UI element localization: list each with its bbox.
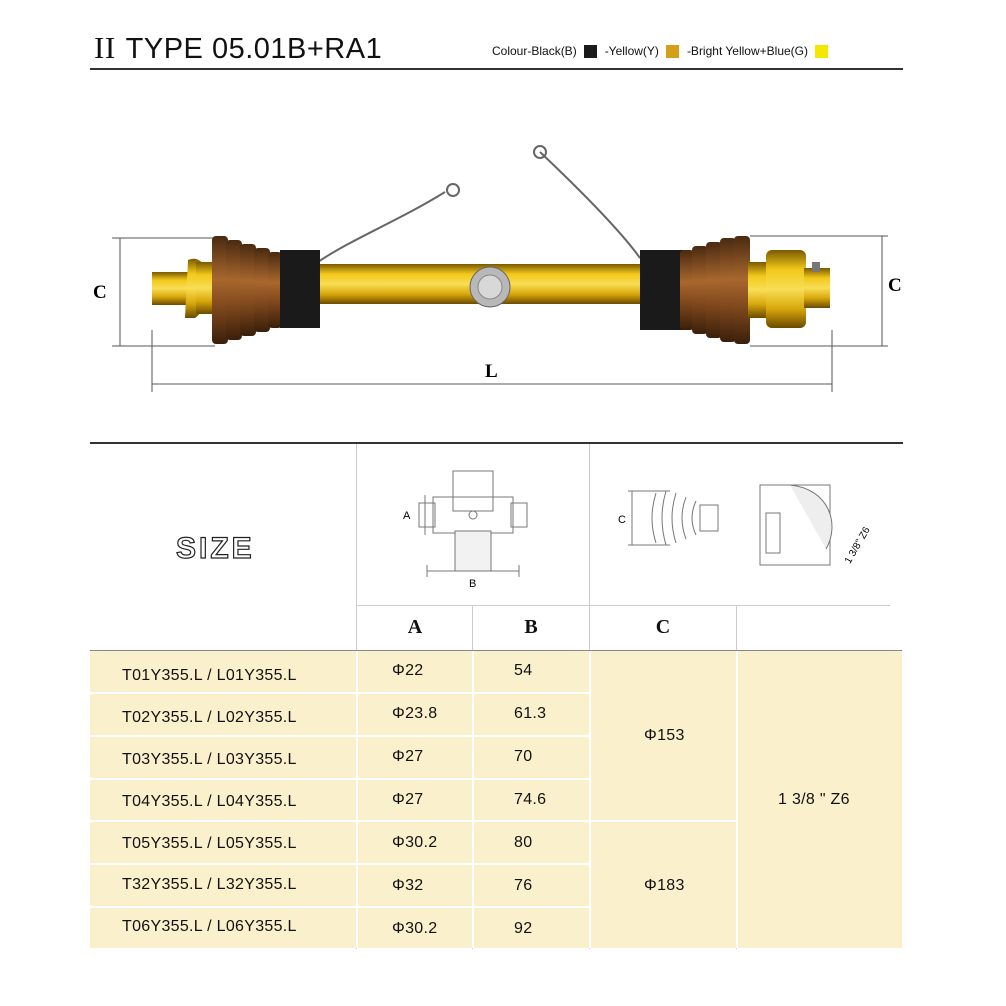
row-5-model: T05Y355.L / L05Y355.L [122, 835, 297, 852]
spline-value: 1 3/8 " Z6 [778, 791, 850, 808]
row-5-b: 80 [514, 834, 533, 851]
dim-c-right: C [888, 275, 902, 296]
right-guard-bellows [680, 236, 750, 344]
right-guard-cone [640, 250, 685, 330]
row-3-a: Φ27 [392, 748, 424, 765]
header-c: C [655, 616, 671, 638]
row-1-a: Φ22 [392, 662, 424, 679]
row-4-model: T04Y355.L / L04Y355.L [122, 793, 297, 810]
left-guard-bellows [212, 236, 282, 344]
row-2-a: Φ23.8 [392, 705, 438, 722]
row-6-a: Φ32 [392, 877, 424, 894]
icon-label-b: B [469, 578, 477, 590]
header-b: B [524, 616, 538, 638]
row-7-model: T06Y355.L / L06Y355.L [122, 918, 297, 935]
size-label: SIZE [176, 532, 255, 565]
left-guard-cone [280, 250, 320, 328]
row-7-b: 92 [514, 920, 533, 937]
right-yoke [748, 262, 768, 318]
guard-spline-diagram [590, 445, 890, 605]
dim-c-left: C [93, 282, 107, 303]
legend-yellow: -Yellow(Y) [605, 44, 679, 58]
section-numeral: II [94, 30, 116, 65]
row-2-model: T02Y355.L / L02Y355.L [122, 709, 297, 726]
header-a: A [407, 616, 423, 638]
row-3-b: 70 [514, 748, 533, 765]
legend-black: Colour-Black(B) [492, 44, 597, 58]
spline-diagram-label: 1 3/8" Z6 [843, 525, 873, 566]
icon-label-c: C [618, 514, 626, 526]
row-6-model: T32Y355.L / L32Y355.L [122, 876, 297, 893]
dim-l: L [485, 361, 498, 382]
grid-line [356, 605, 890, 606]
type-title: TYPE 05.01B+RA1 [125, 33, 383, 65]
safety-chains [318, 146, 640, 262]
c-group-2: Φ183 [644, 877, 685, 894]
row-1-model: T01Y355.L / L01Y355.L [122, 667, 297, 684]
legend-bright-yellow: -Bright Yellow+Blue(G) [687, 44, 828, 58]
c-group-1: Φ153 [644, 727, 685, 744]
row-1-b: 54 [514, 662, 533, 679]
row-7-a: Φ30.2 [392, 920, 438, 937]
row-5-a: Φ30.2 [392, 834, 438, 851]
icon-label-a: A [403, 510, 411, 522]
cross-joint-diagram [357, 445, 589, 605]
table-top-divider [90, 442, 903, 444]
row-4-a: Φ27 [392, 791, 424, 808]
row-2-b: 61.3 [514, 705, 547, 722]
pto-shaft-drawing [0, 0, 1006, 440]
row-4-b: 74.6 [514, 791, 547, 808]
row-3-model: T03Y355.L / L03Y355.L [122, 751, 297, 768]
row-6-b: 76 [514, 877, 533, 894]
